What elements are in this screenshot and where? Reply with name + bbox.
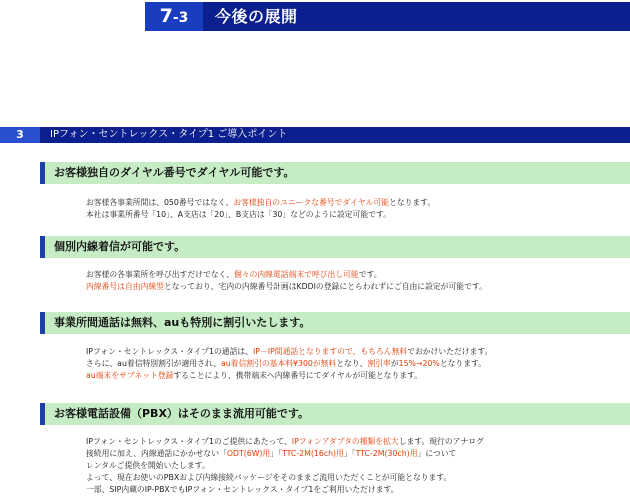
highlight-text: IP－IP間通話となりますので、もちろん無料 <box>252 347 408 356</box>
body-text: することにより、携帯端末へ内線番号にてダイヤルが可能となります。 <box>173 371 423 380</box>
topic-body-free-calls <box>86 346 626 382</box>
topic-heading-pbx-reuse <box>40 403 630 425</box>
body-text: さらに、au着信特別割引が適用され、 <box>86 359 221 368</box>
body-text: IPフォン・セントレックス・タイプ1のご提供にあたって、 <box>86 437 292 446</box>
body-line <box>86 358 626 370</box>
body-text: でおかけいただけます。 <box>407 347 493 356</box>
highlight-text: au着信割引の基本料¥300が無料 <box>220 359 337 368</box>
body-line <box>86 269 626 281</box>
topic-heading-extension-incoming <box>40 236 630 258</box>
highlight-text: IPフォンアダプタの種類を拡大 <box>291 437 399 446</box>
body-line <box>86 197 626 209</box>
body-text: 」「 <box>343 449 356 458</box>
body-text: が <box>390 359 399 368</box>
topic-accent <box>40 162 45 184</box>
topic-title: 個別内線着信が可能です。 <box>54 240 186 253</box>
highlight-text: ODT(6W)用 <box>226 449 271 458</box>
topic-heading-free-calls <box>40 312 630 334</box>
highlight-text: TTC-2M(16ch)用 <box>281 449 344 458</box>
chapter-number-main: 7 <box>159 5 173 27</box>
highlight-text: 個々の内線電話端末で呼び出し可能 <box>233 270 359 279</box>
body-line <box>86 484 626 496</box>
section-number: 3 <box>0 127 40 143</box>
body-text: となっており、宅内の内線番号計画はKDDIの登録にとらわれずにご自由に設定が可能です。 <box>163 282 487 291</box>
section-title: IPフォン・セントレックス・タイプ1 ご導入ポイント <box>50 129 288 140</box>
highlight-text: au端末をサブネット登録 <box>86 371 174 380</box>
topic-heading-dial-number <box>40 162 630 184</box>
topic-accent <box>40 236 45 258</box>
body-line <box>86 472 626 484</box>
body-line <box>86 448 626 460</box>
highlight-text: お客様独自のユニークな番号でダイヤル可能 <box>233 198 389 207</box>
body-text: 接続用に加え、内線通話にかかせない「 <box>86 449 227 458</box>
highlight-text: 15%→20% <box>398 359 440 368</box>
body-line <box>86 460 626 472</box>
body-text: IPフォン・セントレックス・タイプ1の通話は、 <box>86 347 253 356</box>
body-text: です。 <box>358 270 382 279</box>
body-text: よって、現在お使いのPBXおよび内線接続パッケージをそのままご流用いただくことが可能となります。 <box>86 473 452 482</box>
chapter-number <box>145 2 203 31</box>
section-header <box>0 127 630 143</box>
chapter-title: 今後の展開 <box>215 7 298 26</box>
body-text: となります。 <box>388 198 436 207</box>
body-text: となります。 <box>439 359 487 368</box>
highlight-text: 割引率 <box>367 359 391 368</box>
body-line <box>86 436 626 448</box>
body-text: レンタルご提供を開始いたします。 <box>86 461 210 470</box>
topic-body-extension-incoming <box>86 269 626 293</box>
topic-title: お客様電話設備（PBX）はそのまま流用可能です。 <box>54 407 310 420</box>
body-line <box>86 370 626 382</box>
highlight-text: 内線番号は自由内線型 <box>86 282 164 291</box>
body-text: お客様各事業所間は、050番号ではなく、 <box>86 198 234 207</box>
body-text: します。現行のアナログ <box>398 437 484 446</box>
body-line <box>86 281 626 293</box>
body-text: となり、 <box>336 359 368 368</box>
highlight-text: TTC-2M(30ch)用 <box>355 449 418 458</box>
body-line <box>86 209 626 221</box>
body-text: 一部、SIP内蔵のIP-PBXでもIPフォン・セントレックス・タイプ1をご利用いただけます。 <box>86 485 399 494</box>
body-text: 」「 <box>270 449 282 458</box>
topic-body-dial-number <box>86 197 626 221</box>
chapter-header <box>145 2 630 31</box>
topic-accent <box>40 312 45 334</box>
body-text: 本社は事業所番号「10」、A支店は「20」、B支店は「30」などのように設定可能です。 <box>86 210 391 219</box>
topic-title: 事業所間通話は無料、auも特別に割引いたします。 <box>54 316 311 329</box>
body-text: お客様の各事業所を呼び出すだけでなく、 <box>86 270 234 279</box>
chapter-number-sub: -3 <box>172 10 189 26</box>
topic-accent <box>40 403 45 425</box>
body-text: 」について <box>417 449 457 458</box>
topic-title: お客様独自のダイヤル番号でダイヤル可能です。 <box>54 166 295 179</box>
body-line <box>86 346 626 358</box>
topic-body-pbx-reuse <box>86 436 626 496</box>
